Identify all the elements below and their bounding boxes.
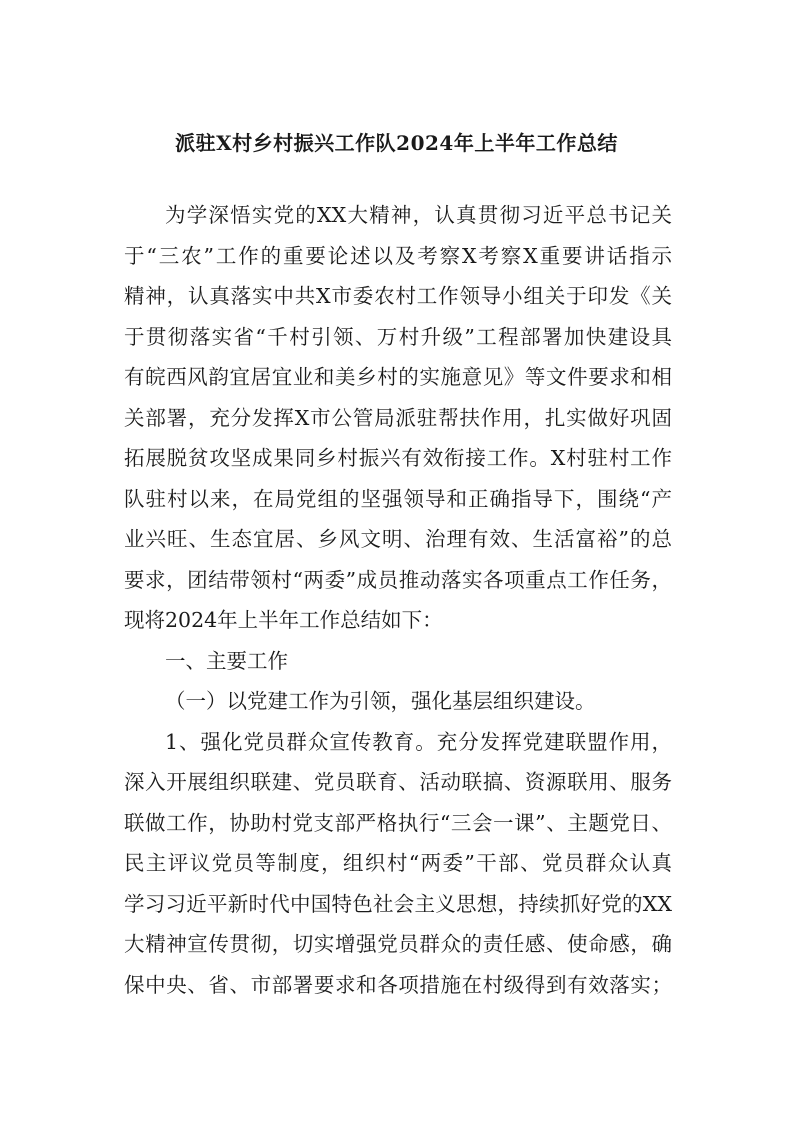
section-heading bbox=[124, 641, 672, 682]
text-line: 学习习近平新时代中国特色社会主义思想，持续抓好党的XX bbox=[124, 891, 672, 916]
text-line: 现将2024年上半年工作总结如下： bbox=[124, 608, 443, 632]
text-line: 联做工作，协助村党支部严格执行“三会一课”、主题党日、 bbox=[124, 810, 672, 835]
document-body bbox=[124, 195, 672, 1005]
heading-line: 一、主要工作 bbox=[165, 648, 288, 673]
text-line: 于贯彻落实省“千村引领、万村升级”工程部署加快建设具 bbox=[124, 324, 672, 349]
document-title: 派驻X村乡村振兴工作队2024年上半年工作总结 bbox=[175, 131, 618, 155]
text-line: 有皖西风韵宜居宜业和美乡村的实施意见》等文件要求和相 bbox=[124, 365, 672, 389]
text-line: 为学深悟实党的XX大精神，认真贯彻习近平总书记关 bbox=[165, 203, 672, 227]
text-line: 于“三农”工作的重要论述以及考察X考察X重要讲话指示 bbox=[124, 243, 672, 268]
heading-line: （一）以党建工作为引领，强化基层组织建设。 bbox=[165, 689, 596, 713]
text-line: 拓展脱贫攻坚成果同乡村振兴有效衔接工作。X村驻村工作 bbox=[124, 446, 672, 470]
subsection-heading bbox=[124, 681, 672, 722]
intro-paragraph bbox=[124, 195, 672, 641]
text-line: 民主评议党员等制度，组织村“两委”干部、党员群众认真 bbox=[124, 851, 672, 875]
text-line: 1、强化党员群众宣传教育。充分发挥党建联盟作用， bbox=[165, 729, 672, 754]
text-line: 关部署，充分发挥X市公管局派驻帮扶作用，扎实做好巩固 bbox=[124, 405, 672, 430]
text-line: 业兴旺、生态宜居、乡风文明、治理有效、生活富裕”的总 bbox=[124, 527, 672, 551]
item-paragraph bbox=[124, 722, 672, 1006]
text-line: 大精神宣传贯彻，切实增强党员群众的责任感、使命感，确 bbox=[124, 932, 672, 956]
text-line: 精神，认真落实中共X市委农村工作领导小组关于印发《关 bbox=[124, 284, 672, 308]
text-line: 队驻村以来，在局党组的坚强领导和正确指导下，围绕“产 bbox=[124, 486, 672, 511]
text-line: 保中央、省、市部署要求和各项措施在村级得到有效落实； bbox=[124, 972, 672, 997]
text-line: 深入开展组织联建、党员联育、活动联搞、资源联用、服务 bbox=[124, 770, 672, 794]
text-line: 要求，团结带领村“两委”成员推动落实各项重点工作任务， bbox=[124, 567, 672, 592]
